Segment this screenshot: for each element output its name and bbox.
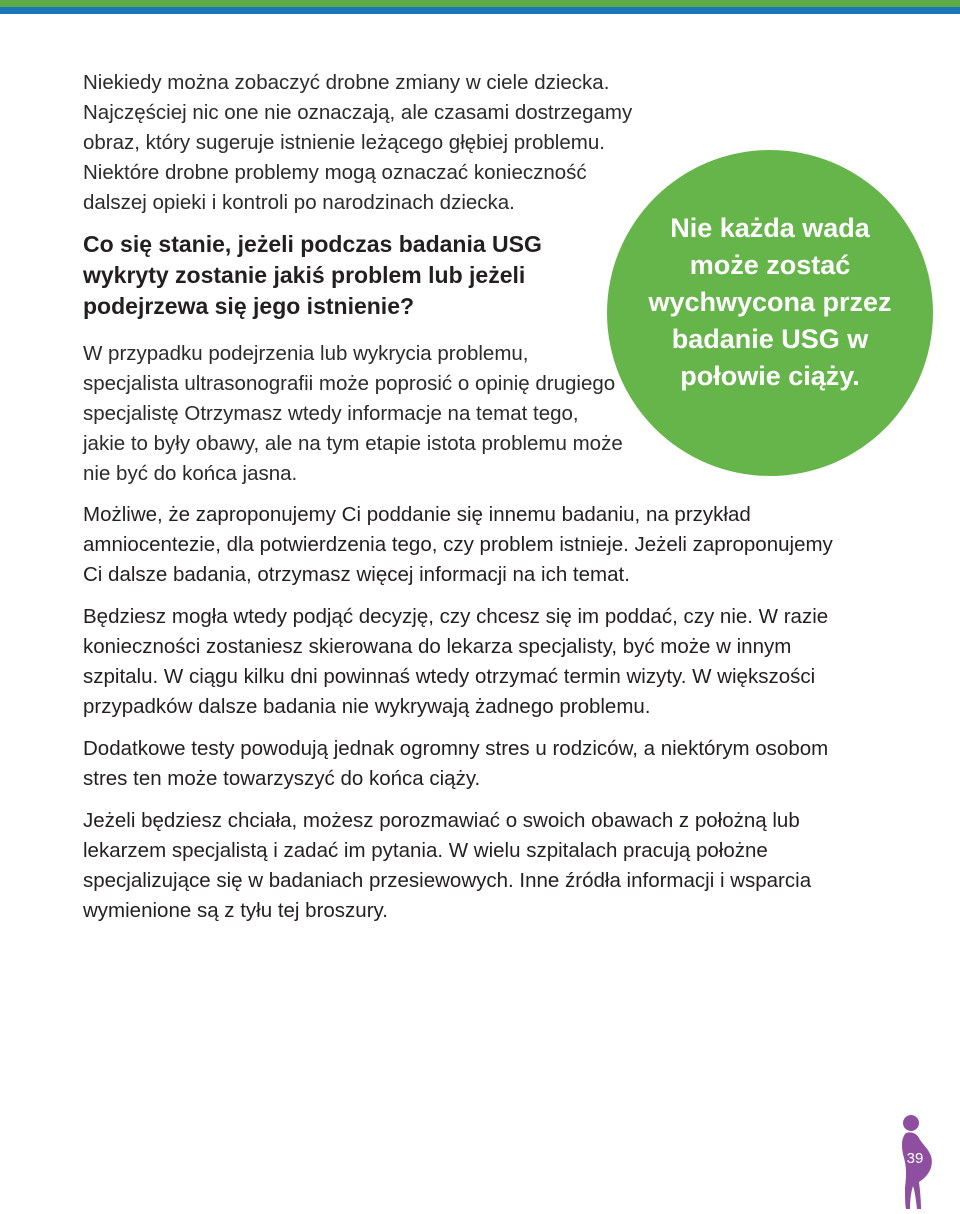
body-paragraph-4: Jeżeli będziesz chciała, możesz porozmawiać o swoich obawach z położną lub lekarzem specjalistą i zadać im pytania. W wielu szpitalach pracują położne specjalizujące się w badaniach przesiewowych. Inne źródła informacji i wsparcia wymienione są z tyłu tej broszury.	[83, 809, 812, 922]
top-bar-blue	[0, 7, 960, 14]
body-paragraph-2: Będziesz mogła wtedy podjąć decyzję, czy chcesz się im poddać, czy nie. W razie konieczności zostaniesz skierowana do lekarza specjalisty, być może w innym szpitalu. W ciągu kilku dni powinnaś wtedy otrzymać termin wizyty. W większości przypadków dalsze badania nie wykrywają żadnego problemu.	[83, 605, 829, 718]
body-paragraph-3: Dodatkowe testy powodują jednak ogromny stres u rodziców, a niektórym osobom stres ten może towarzyszyć do końca ciąży.	[83, 737, 829, 790]
callout-text: Nie każda wada może zostać wychwycona przez badanie USG w połowie ciąży.	[648, 212, 892, 391]
answer-paragraph: W przypadku podejrzenia lub wykrycia problemu, specjalista ultrasonografii może poprosić o opinię drugiego specjalistę Otrzymasz wtedy informacje na temat tego, jakie to były obawy, ale na tym etapie istota problemu może nie być do końca jasna.	[83, 342, 623, 485]
callout-circle	[607, 150, 933, 476]
section-heading: Co się stanie, jeżeli podczas badania USG wykryty zostanie jakiś problem lub jeżeli podejrzewa się jego istnienie?	[83, 231, 542, 319]
top-bar-green	[0, 0, 960, 7]
body-paragraph-1: Możliwe, że zaproponujemy Ci poddanie się innemu badaniu, na przykład amniocentezie, dla potwierdzenia tego, czy problem istnieje. Jeżeli zaproponujemy Ci dalsze badania, otrzymasz więcej informacji na ich temat.	[83, 503, 833, 586]
intro-paragraph: Niekiedy można zobaczyć drobne zmiany w ciele dziecka. Najczęściej nic one nie oznaczają, ale czasami dostrzegamy obraz, który sugeruje istnienie leżącego głębiej problemu. Niektóre drobne problemy mogą oznaczać konieczność dalszej opieki i kontroli po narodzinach dziecka.	[83, 71, 633, 214]
page-number: 39	[906, 1150, 924, 1167]
